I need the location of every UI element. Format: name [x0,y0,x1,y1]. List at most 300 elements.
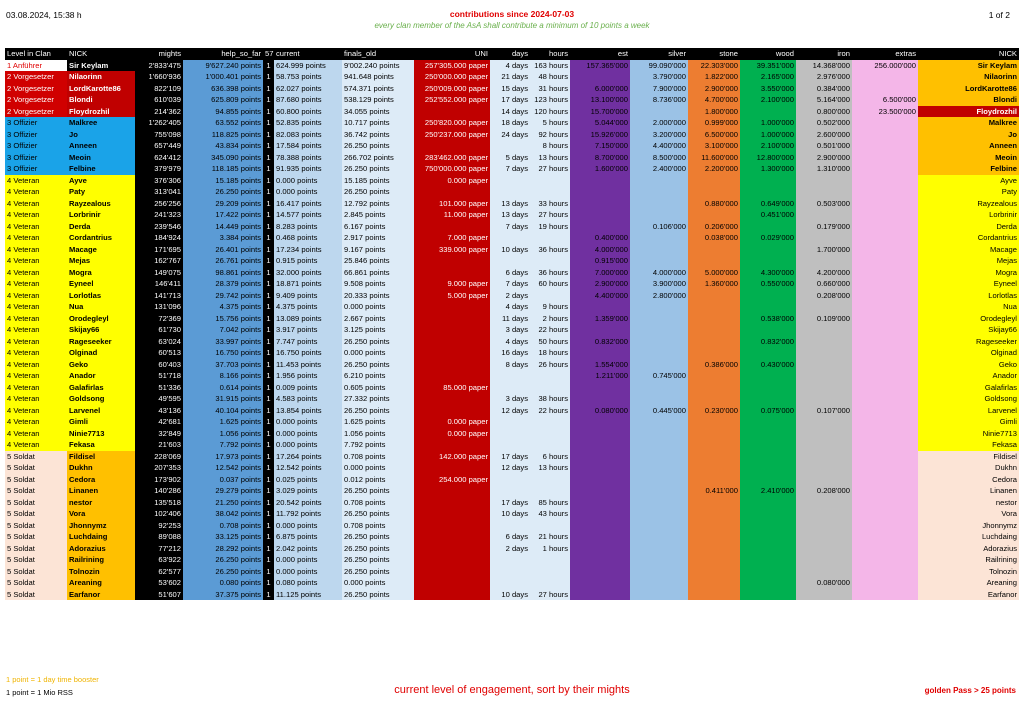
days-cell [490,232,530,244]
silver-cell [630,566,688,578]
iron-cell: 0.107'000 [796,405,852,417]
level-cell: 5 Soldat [5,474,67,486]
mights-cell: 140'286 [135,485,183,497]
mights-cell: 63'024 [135,336,183,348]
days-cell: 17 days [490,451,530,463]
nick-right-cell: Earfanor [918,589,1019,601]
iron-cell: 0.800'000 [796,106,852,118]
week-cell: 1 [263,462,274,474]
mights-cell: 173'902 [135,474,183,486]
mights-cell: 72'369 [135,313,183,325]
nick-cell: Skijay66 [67,324,135,336]
stone-cell: 11.600'000 [688,152,740,164]
nick-right-cell: Lorbrinir [918,209,1019,221]
mights-cell: 62'577 [135,566,183,578]
hours-cell: 27 hours [530,589,570,601]
column-header: iron [796,48,852,60]
silver-cell [630,232,688,244]
iron-cell [796,175,852,187]
extras-cell [852,198,918,210]
nick-right-cell: Derda [918,221,1019,233]
extras-cell [852,405,918,417]
stone-cell [688,439,740,451]
days-cell: 21 days [490,71,530,83]
extras-cell [852,117,918,129]
uni-cell [414,520,490,532]
iron-cell: 0.503'000 [796,198,852,210]
stone-cell [688,577,740,589]
finals-cell: 26.250 points [342,589,414,601]
current-cell: 4.375 points [274,301,342,313]
nick-cell: Tolnozin [67,566,135,578]
level-cell: 5 Soldat [5,451,67,463]
nick-cell: Larvenel [67,405,135,417]
finals-cell: 26.250 points [342,508,414,520]
nick-right-cell: Jhonnymz [918,520,1019,532]
help-cell: 17.422 points [183,209,263,221]
week-cell: 1 [263,336,274,348]
est-cell [570,439,630,451]
silver-cell [630,416,688,428]
finals-cell: 6.210 points [342,370,414,382]
nick-right-cell: Mogra [918,267,1019,279]
table-row [5,543,1019,555]
days-cell [490,566,530,578]
silver-cell [630,255,688,267]
help-cell: 7.042 points [183,324,263,336]
current-cell: 16.417 points [274,198,342,210]
uni-cell [414,405,490,417]
uni-cell: 750'000.000 paper [414,163,490,175]
current-cell: 0.000 points [274,175,342,187]
help-cell: 21.250 points [183,497,263,509]
finals-cell: 26.250 points [342,485,414,497]
week-cell: 1 [263,83,274,95]
days-cell: 2 days [490,290,530,302]
current-cell: 11.125 points [274,589,342,601]
days-cell: 3 days [490,324,530,336]
finals-cell: 26.250 points [342,336,414,348]
days-cell [490,370,530,382]
extras-cell [852,336,918,348]
table-row [5,140,1019,152]
silver-cell: 4.400'000 [630,140,688,152]
level-cell: 4 Veteran [5,267,67,279]
help-cell: 29.742 points [183,290,263,302]
silver-cell: 7.900'000 [630,83,688,95]
wood-cell [740,566,796,578]
finals-cell: 2.667 points [342,313,414,325]
stone-cell [688,508,740,520]
hours-cell [530,175,570,187]
stone-cell: 1.822'000 [688,71,740,83]
week-cell: 1 [263,278,274,290]
finals-cell: 20.333 points [342,290,414,302]
silver-cell [630,543,688,555]
current-cell: 0.000 points [274,439,342,451]
silver-cell: 0.445'000 [630,405,688,417]
extras-cell [852,347,918,359]
table-row [5,508,1019,520]
silver-cell [630,520,688,532]
iron-cell [796,543,852,555]
wood-cell [740,347,796,359]
silver-cell [630,244,688,256]
stone-cell: 6.500'000 [688,129,740,141]
level-cell: 4 Veteran [5,382,67,394]
est-cell [570,221,630,233]
mights-cell: 755'098 [135,129,183,141]
nick-right-cell: Fekasa [918,439,1019,451]
week-cell: 1 [263,324,274,336]
column-header: days [490,48,530,60]
hours-cell: 13 hours [530,462,570,474]
nick-right-cell: Felbine [918,163,1019,175]
est-cell [570,566,630,578]
nick-right-cell: Fildisel [918,451,1019,463]
silver-cell: 4.000'000 [630,267,688,279]
wood-cell: 0.451'000 [740,209,796,221]
current-cell: 17.234 points [274,244,342,256]
mights-cell: 207'353 [135,462,183,474]
level-cell: 5 Soldat [5,577,67,589]
mights-cell: 131'096 [135,301,183,313]
nick-right-cell: Galafirlas [918,382,1019,394]
days-cell: 13 days [490,209,530,221]
days-cell [490,428,530,440]
iron-cell [796,370,852,382]
nick-cell: Felbine [67,163,135,175]
silver-cell [630,485,688,497]
mights-cell: 624'412 [135,152,183,164]
help-cell: 7.792 points [183,439,263,451]
est-cell: 0.915'000 [570,255,630,267]
table-row [5,117,1019,129]
uni-cell [414,255,490,267]
wood-cell: 0.832'000 [740,336,796,348]
finals-cell: 3.125 points [342,324,414,336]
help-cell: 1'000.401 points [183,71,263,83]
hours-cell: 6 hours [530,451,570,463]
uni-cell [414,566,490,578]
iron-cell [796,428,852,440]
mights-cell: 102'406 [135,508,183,520]
est-cell: 15.926'000 [570,129,630,141]
silver-cell [630,324,688,336]
hours-cell: 33 hours [530,198,570,210]
level-cell: 3 Offizier [5,163,67,175]
days-cell: 18 days [490,117,530,129]
extras-cell [852,301,918,313]
level-cell: 2 Vorgesetzer [5,83,67,95]
level-cell: 3 Offizier [5,129,67,141]
stone-cell [688,370,740,382]
hours-cell: 60 hours [530,278,570,290]
week-cell: 1 [263,60,274,72]
current-cell: 87.680 points [274,94,342,106]
hours-cell: 13 hours [530,152,570,164]
level-cell: 4 Veteran [5,301,67,313]
nick-right-cell: Luchdaing [918,531,1019,543]
finals-cell: 0.000 points [342,577,414,589]
silver-cell: 2.800'000 [630,290,688,302]
mights-cell: 822'109 [135,83,183,95]
nick-cell: Rayzealous [67,198,135,210]
week-cell: 1 [263,71,274,83]
mights-cell: 171'695 [135,244,183,256]
silver-cell [630,439,688,451]
uni-cell [414,543,490,555]
wood-cell [740,451,796,463]
help-cell: 15.185 points [183,175,263,187]
nick-cell: Ayve [67,175,135,187]
current-cell: 91.935 points [274,163,342,175]
current-cell: 6.875 points [274,531,342,543]
wood-cell: 2.100'000 [740,94,796,106]
hours-cell: 48 hours [530,71,570,83]
nick-cell: Ninie7713 [67,428,135,440]
est-cell: 0.080'000 [570,405,630,417]
iron-cell [796,589,852,601]
level-cell: 4 Veteran [5,370,67,382]
extras-cell [852,244,918,256]
extras-cell [852,152,918,164]
mights-cell: 241'323 [135,209,183,221]
nick-cell: Orodegleyl [67,313,135,325]
current-cell: 18.871 points [274,278,342,290]
nick-right-cell: Nua [918,301,1019,313]
table-row [5,244,1019,256]
stone-cell: 1.800'000 [688,106,740,118]
stone-cell [688,462,740,474]
extras-cell [852,439,918,451]
help-cell: 1.056 points [183,428,263,440]
table-row [5,175,1019,187]
uni-cell [414,347,490,359]
hours-cell [530,290,570,302]
current-cell: 78.388 points [274,152,342,164]
uni-cell: 250'237.000 paper [414,129,490,141]
silver-cell [630,451,688,463]
est-cell [570,71,630,83]
nick-cell: Jo [67,129,135,141]
iron-cell: 2.600'000 [796,129,852,141]
week-cell: 1 [263,209,274,221]
table-row [5,221,1019,233]
help-cell: 12.542 points [183,462,263,474]
mights-cell: 256'256 [135,198,183,210]
table-row [5,439,1019,451]
uni-cell [414,267,490,279]
finals-cell: 0.708 points [342,497,414,509]
days-cell: 8 days [490,359,530,371]
column-header: 57 [265,49,274,58]
table-row [5,290,1019,302]
silver-cell: 3.900'000 [630,278,688,290]
wood-cell [740,290,796,302]
est-cell [570,301,630,313]
current-cell: 7.747 points [274,336,342,348]
nick-right-cell: Eyneel [918,278,1019,290]
uni-cell [414,359,490,371]
wood-cell [740,382,796,394]
mights-cell: 376'306 [135,175,183,187]
stone-cell: 2.200'000 [688,163,740,175]
stone-cell [688,520,740,532]
extras-cell [852,186,918,198]
current-cell: 13.089 points [274,313,342,325]
mights-cell: 51'718 [135,370,183,382]
hours-cell: 18 hours [530,347,570,359]
extras-cell [852,221,918,233]
level-cell: 4 Veteran [5,290,67,302]
est-cell [570,462,630,474]
week-cell: 1 [263,129,274,141]
iron-cell [796,232,852,244]
iron-cell: 0.660'000 [796,278,852,290]
mights-cell: 89'088 [135,531,183,543]
finals-cell: 1.056 points [342,428,414,440]
silver-cell [630,589,688,601]
mights-cell: 53'602 [135,577,183,589]
wood-cell: 0.649'000 [740,198,796,210]
wood-cell [740,186,796,198]
current-cell: 62.027 points [274,83,342,95]
est-cell: 1.600'000 [570,163,630,175]
level-cell: 4 Veteran [5,393,67,405]
table-row [5,382,1019,394]
est-cell [570,485,630,497]
days-cell: 4 days [490,60,530,72]
mights-cell: 610'039 [135,94,183,106]
nick-cell: Anador [67,370,135,382]
silver-cell [630,336,688,348]
week-cell: 1 [263,382,274,394]
nick-cell: Vora [67,508,135,520]
days-cell: 7 days [490,163,530,175]
est-cell [570,577,630,589]
week-cell: 1 [263,370,274,382]
uni-cell [414,589,490,601]
week-cell: 1 [263,267,274,279]
days-cell: 17 days [490,497,530,509]
est-cell: 7.000'000 [570,267,630,279]
week-cell: 1 [263,117,274,129]
nick-right-cell: Cordantrius [918,232,1019,244]
week-cell: 1 [263,405,274,417]
nick-cell: Rageseeker [67,336,135,348]
hours-cell: 1 hours [530,543,570,555]
est-cell [570,451,630,463]
extras-cell [852,71,918,83]
wood-cell [740,255,796,267]
est-cell: 4.400'000 [570,290,630,302]
silver-cell [630,462,688,474]
finals-cell: 2.917 points [342,232,414,244]
current-cell: 52.835 points [274,117,342,129]
nick-right-cell: Orodegleyl [918,313,1019,325]
est-cell [570,589,630,601]
finals-cell: 27.332 points [342,393,414,405]
silver-cell: 3.790'000 [630,71,688,83]
wood-cell: 39.351'000 [740,60,796,72]
wood-cell [740,416,796,428]
week-cell: 1 [263,508,274,520]
column-header: NICK [67,48,135,60]
hours-cell: 36 hours [530,267,570,279]
hours-cell: 19 hours [530,221,570,233]
table-row [5,301,1019,313]
extras-cell [852,589,918,601]
nick-right-cell: Goldsong [918,393,1019,405]
hours-cell: 2 hours [530,313,570,325]
finals-cell: 7.792 points [342,439,414,451]
stone-cell [688,324,740,336]
nick-right-cell: Olginad [918,347,1019,359]
uni-cell [414,554,490,566]
stone-cell [688,244,740,256]
wood-cell: 3.550'000 [740,83,796,95]
iron-cell [796,255,852,267]
week-cell: 1 [263,175,274,187]
hours-cell: 27 hours [530,163,570,175]
iron-cell [796,554,852,566]
est-cell [570,543,630,555]
level-cell: 4 Veteran [5,198,67,210]
days-cell: 16 days [490,347,530,359]
level-cell: 3 Offizier [5,117,67,129]
table-row [5,152,1019,164]
week-cell: 1 [263,577,274,589]
current-cell: 17.264 points [274,451,342,463]
nick-cell: Luchdaing [67,531,135,543]
nick-cell: Gimli [67,416,135,428]
silver-cell [630,347,688,359]
extras-cell [852,382,918,394]
header-date: 03.08.2024, 15:38 h [6,10,82,20]
help-cell: 26.250 points [183,566,263,578]
column-header: est [570,48,630,60]
mights-cell: 61'730 [135,324,183,336]
stone-cell [688,336,740,348]
table-row [5,589,1019,601]
mights-cell: 21'603 [135,439,183,451]
nick-right-cell: Nilaorinn [918,71,1019,83]
est-cell [570,382,630,394]
level-cell: 4 Veteran [5,209,67,221]
extras-cell [852,140,918,152]
table-row [5,497,1019,509]
days-cell [490,140,530,152]
uni-cell [414,370,490,382]
mights-cell: 1'262'405 [135,117,183,129]
hours-cell [530,255,570,267]
silver-cell [630,301,688,313]
help-cell: 0.708 points [183,520,263,532]
est-cell: 2.900'000 [570,278,630,290]
week-cell: 1 [263,554,274,566]
iron-cell [796,336,852,348]
level-cell: 4 Veteran [5,416,67,428]
week-cell: 1 [263,186,274,198]
extras-cell [852,428,918,440]
current-cell: 9.409 points [274,290,342,302]
days-cell [490,439,530,451]
table-row [5,554,1019,566]
column-header: Level in Clan [5,48,67,60]
est-cell: 6.000'000 [570,83,630,95]
wood-cell: 0.029'000 [740,232,796,244]
